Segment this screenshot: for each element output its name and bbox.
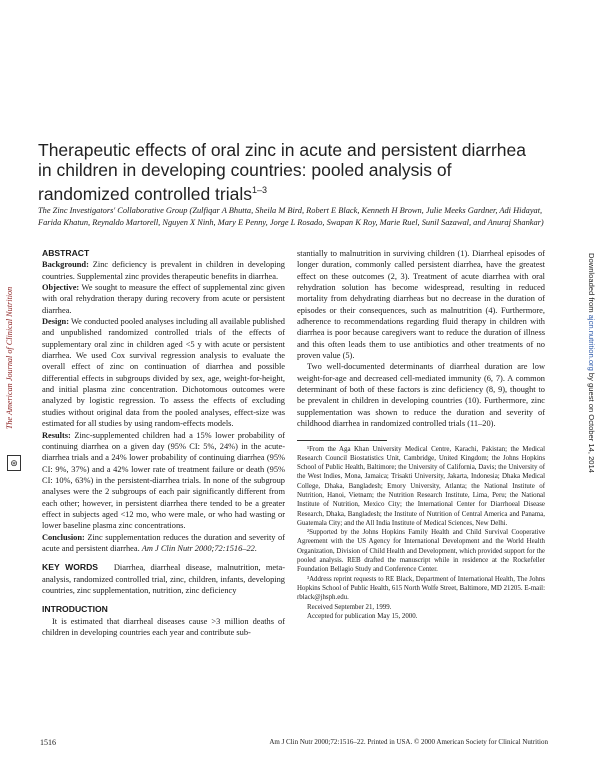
keywords-label: KEY WORDS: [42, 562, 99, 573]
abstract-results: [42, 430, 285, 532]
download-suffix: by guest on October 14, 2014: [587, 370, 596, 473]
article-title-text: Therapeutic effects of oral zinc in acute and persistent diarrhea in children in developing countries: pooled analysis of randomized controlled trials: [38, 140, 527, 204]
abstract-objective: [42, 282, 285, 316]
author-list: The Zinc Investigators' Collaborative Group (Zulfiqar A Bhutta, Sheila M Bird, Robert E Black, Kenneth H Brown, Julie Meeks Gardner, Adi Hidayat, Farida Khatun, Reynaldo Martorell, Nguyen X Ninh, Mary E Penny, Jorge L Rosado, Swapan K Roy, Marie Ruel, Sunil Sazawal, and Anuraj Shankar): [38, 206, 544, 228]
results-text: Zinc-supplemented children had a 15% lower probability of continuing diarrhea on a given day (95% CI: 5%, 24%) in the acute-diarrhea trials and a 24% lower probability of continuing diarrhea (95% CI: 9%, 37%) and a 42% lower rate of treatment failure or death (95% CI: 10%, 63%) in the persistent-diarrhea trials. In none of the subgroup analyses were the 2 subgroups of each pair significantly different from each other; however, in persistent diarrhea there tended to be a greater effect in subjects aged <12 mo, who were male, or who had wasting or lower baseline plasma zinc concentrations.: [42, 430, 285, 531]
download-notice: [584, 233, 596, 493]
design-label: Design:: [42, 317, 69, 327]
body-paragraph-2: Two well-documented determinants of diarrheal duration are low weight-for-age and decreased cell-mediated immunity (6, 7). A common determinant of both of these factors is zinc deficiency (8, 9), thought to be prevalent in children in developing countries (10). Furthermore, zinc supplementation was shown to reduce the duration and severity of childhood diarrhea in randomized controlled trials (11–20).: [297, 362, 545, 429]
page-number: 1516: [40, 738, 56, 747]
footnote-affiliations: ¹From the Aga Khan University Medical Centre, Karachi, Pakistan; the Medical Research Council Biostatistics Unit, Cambridge, United Kingdom; the Johns Hopkins School of Public Health, Baltimore; the University of California, Davis; the University of the West Indies, Mona, Jamaica; Trisakti University, Jakarta, Indonesia; Dhaka Medical College, Dhaka, Bangladesh; Emory University, Atlanta; the National Institute of Nutrition, Hanoi, Vietnam; the Nutrition Research Institute, Lima, Peru; the National Institute of Nutrition, Mexico City; the International Center for Diarrhoeal Disease Research, Dhaka, Bangladesh; the Institute of Nutrition of Central America and Panama, Guatemala City; and the All India Institute of Medical Sciences, New Delhi.: [297, 445, 545, 527]
download-prefix: Downloaded from: [587, 253, 596, 315]
keywords-text: Diarrhea, diarrheal disease, malnutrition, meta-analysis, randomized controlled trial, zinc, children, infants, developing countries, zinc supplementation, nutrition, zinc deficiency: [42, 563, 285, 595]
design-text: We conducted pooled analyses including all available published and unpublished randomized controlled trials of the effects of supplementary oral zinc in children aged <5 y with acute or persistent diarrhea. We used Cox survival regression analysis to evaluate the overall effect of zinc on continuation of diarrhea and possible differential effects in subgroups divided by sex, age, weight-for-height, and initial plasma zinc concentration. Dichotomous outcomes were analyzed by logistic regression. To assess the effects of excluding studies without original data from the pooled analyses, effect-size was estimated for all studies by using random-effects models.: [42, 317, 285, 429]
introduction-heading: INTRODUCTION: [42, 604, 108, 615]
spacer: [42, 596, 285, 604]
results-label: Results:: [42, 430, 71, 440]
footnote-support: ²Supported by the Johns Hopkins Family Health and Child Survival Cooperative Agreement with the US Agency for International Development and the World Health Organization, Division of Child Health and Development, which provided support for the pooled analysis. REB drafted the manuscript while in residence at the Rockefeller Foundation Bellagio Study and Conference Center.: [297, 529, 545, 574]
objective-label: Objective:: [42, 283, 80, 293]
keywords: [42, 562, 285, 596]
conclusion-label: Conclusion:: [42, 532, 85, 542]
spacer: [42, 554, 285, 562]
footnote-address: ³Address reprint requests to RE Black, Department of International Health, The Johns Hopkins School of Public Health, 615 North Wolfe Street, Baltimore, MD 21205. E-mail: rblack@jhsph.edu.: [297, 575, 545, 602]
left-column: [42, 248, 285, 638]
footnote-divider: [297, 440, 387, 441]
accepted-date: Accepted for publication May 15, 2000.: [307, 612, 418, 620]
download-link[interactable]: ajcn.nutrition.org: [587, 314, 596, 371]
received-date: Received September 21, 1999.: [307, 603, 392, 611]
right-column: [297, 248, 545, 621]
side-journal-title: The American Journal of Clinical Nutrition: [5, 286, 14, 430]
background-label: Background:: [42, 260, 89, 270]
abstract-design: [42, 316, 285, 429]
title-footnote-marker: 1–3: [252, 185, 268, 195]
abstract-heading: ABSTRACT: [42, 248, 90, 258]
abstract-conclusion: [42, 532, 285, 555]
journal-logo-icon: ⊛: [7, 455, 21, 471]
footer-citation: Am J Clin Nutr 2000;72:1516–22. Printed in USA. © 2000 American Society for Clinical Nutrition: [269, 738, 548, 746]
background-text: Zinc deficiency is prevalent in children in developing countries. Supplemental zinc provides therapeutic benefits in diarrhea.: [42, 260, 285, 281]
body-paragraph-1: stantially to malnutrition in surviving children (1). Diarrheal episodes of longer duration, commonly called persistent diarrhea, have the greatest effect on these outcomes (2, 3). Treatment of acute diarrhea with oral rehydration solution has become widespread, resulting in reduced mortality from dehydrating diarrheas but no decrease in the duration of episodes or their consequences, such as malnutrition (4). Furthermore, adherence to recommendations regarding fluid therapy in children with diarrhea is poor because caregivers want to reduce the duration of illness and this often leads them to use antibiotics and other treatments of no proven value (5).: [297, 249, 545, 361]
abstract-background: [42, 259, 285, 282]
article-title: [38, 140, 538, 204]
conclusion-text: Zinc supplementation reduces the duration and severity of acute and persistent diarrhea.: [42, 532, 285, 553]
introduction-paragraph: It is estimated that diarrheal diseases cause >3 million deaths of children in developing countries each year and contribute sub-: [42, 616, 285, 637]
objective-text: We sought to measure the effect of supplemental zinc given with oral rehydration therapy during recovery from acute or persistent diarrhea.: [42, 283, 285, 315]
abstract-citation: Am J Clin Nutr 2000;72:1516–22.: [141, 543, 257, 553]
